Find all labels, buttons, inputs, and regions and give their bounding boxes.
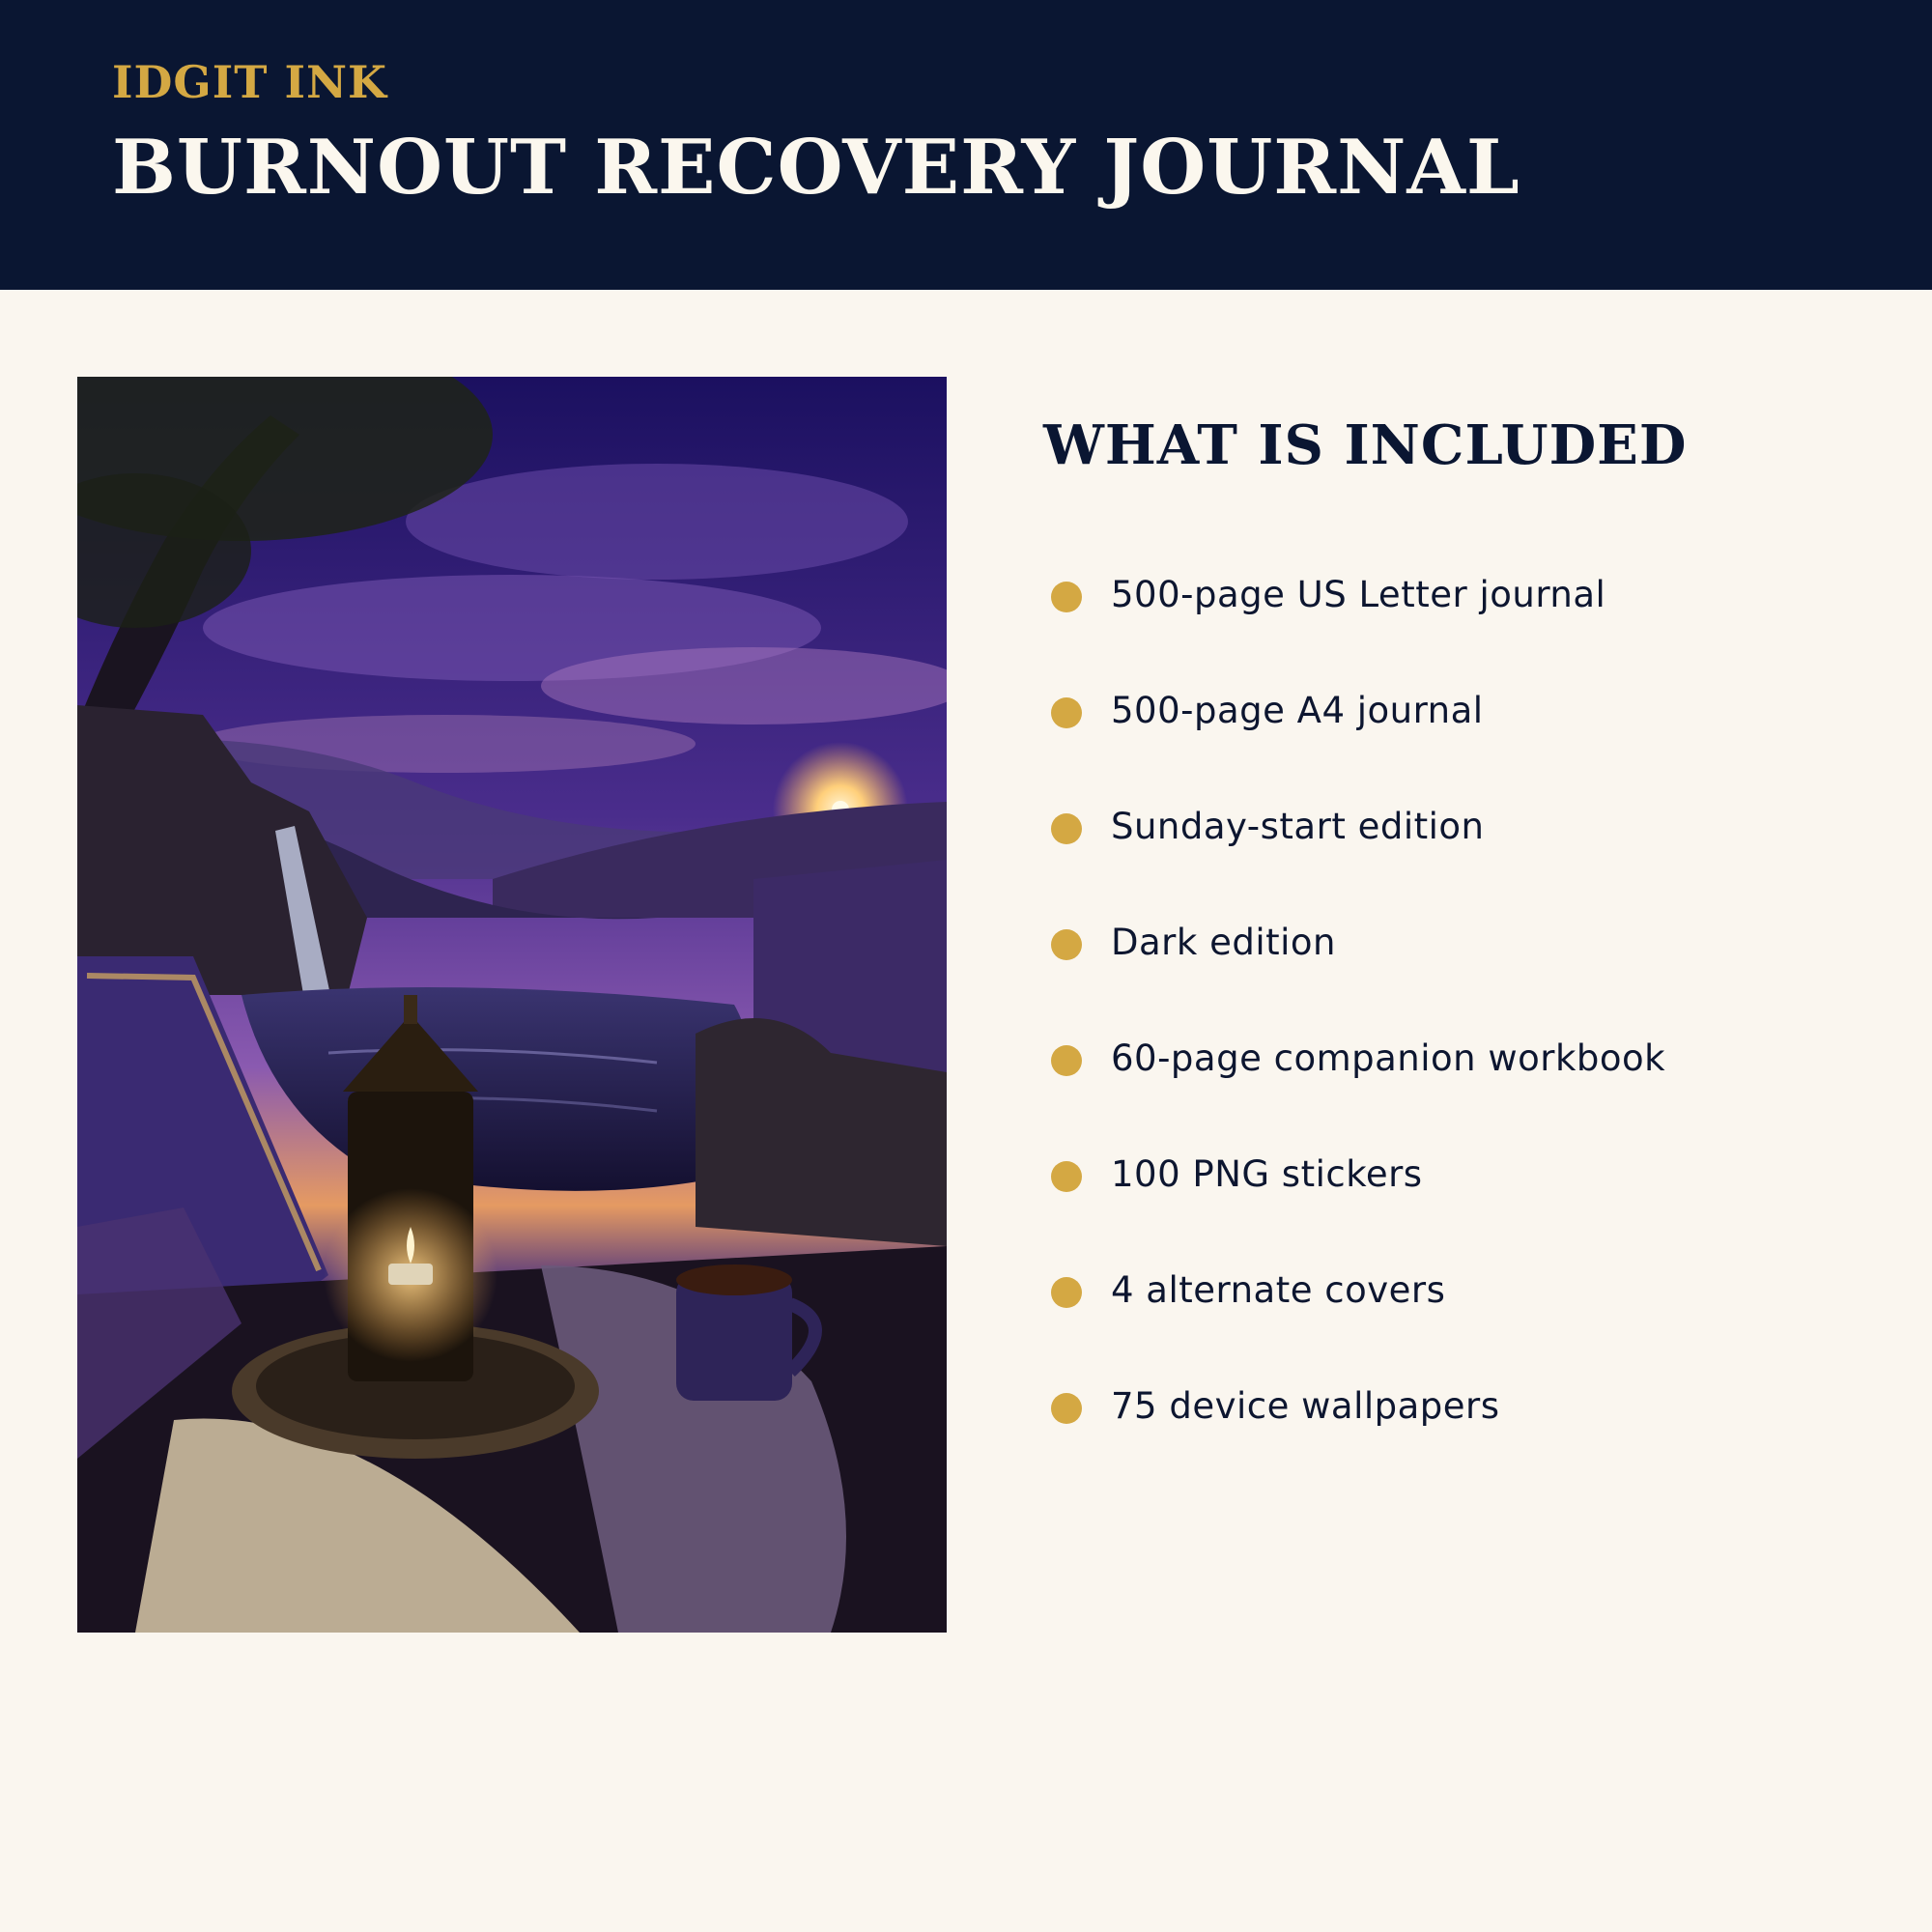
brand-name: IDGIT INK xyxy=(112,56,387,108)
list-item-label: 60-page companion workbook xyxy=(1111,1037,1666,1079)
list-item-label: 75 device wallpapers xyxy=(1111,1384,1500,1427)
list-item-label: 4 alternate covers xyxy=(1111,1268,1446,1311)
list-item xyxy=(1051,1235,1665,1350)
list-item xyxy=(1051,1119,1665,1235)
list-item xyxy=(1051,887,1665,1003)
list-item xyxy=(1051,771,1665,887)
bullet-dot-icon xyxy=(1051,1393,1082,1424)
list-item-label: 100 PNG stickers xyxy=(1111,1152,1423,1195)
list-item xyxy=(1051,1003,1665,1119)
list-item-label: 500-page A4 journal xyxy=(1111,689,1484,731)
list-item-label: Dark edition xyxy=(1111,921,1336,963)
bullet-dot-icon xyxy=(1051,1045,1082,1076)
page-title: BURNOUT RECOVERY JOURNAL xyxy=(112,124,1520,212)
header-banner xyxy=(0,0,1932,290)
bullet-dot-icon xyxy=(1051,1161,1082,1192)
bullet-dot-icon xyxy=(1051,697,1082,728)
list-item-label: 500-page US Letter journal xyxy=(1111,573,1606,615)
included-heading: WHAT IS INCLUDED xyxy=(1043,413,1688,477)
journal-cover-image xyxy=(77,377,947,1633)
bullet-dot-icon xyxy=(1051,582,1082,612)
bullet-dot-icon xyxy=(1051,1277,1082,1308)
included-list xyxy=(1051,539,1665,1466)
list-item xyxy=(1051,1350,1665,1466)
bullet-dot-icon xyxy=(1051,929,1082,960)
list-item xyxy=(1051,539,1665,655)
list-item xyxy=(1051,655,1665,771)
bullet-dot-icon xyxy=(1051,813,1082,844)
list-item-label: Sunday-start edition xyxy=(1111,805,1485,847)
